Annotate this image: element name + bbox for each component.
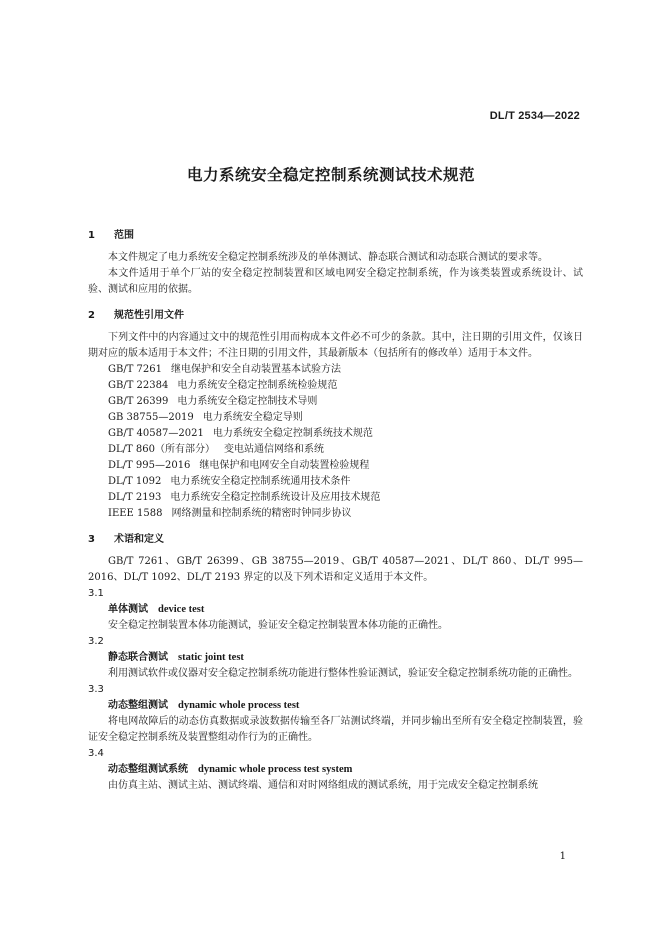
- section-title: 范围: [114, 230, 134, 241]
- term-entry: [88, 634, 583, 682]
- section-number: 2: [88, 310, 95, 321]
- reference-title: 电力系统安全稳定导则: [202, 412, 303, 423]
- reference-code: IEEE 1588: [108, 508, 163, 519]
- term-definition: 利用测试软件或仪器对安全稳定控制系统功能进行整体性验证测试，验证安全稳定控制系统功能的正确性。: [108, 668, 578, 679]
- term-chinese: 单体测试: [108, 604, 148, 615]
- reference-title: 继电保护和电网安全自动装置检验规程: [199, 460, 370, 471]
- section-heading-terms-definitions: [88, 532, 583, 548]
- section-title: 规范性引用文件: [114, 310, 184, 321]
- standard-code: DL/T 2534—2022: [489, 110, 580, 122]
- terms-intro: GB/T 7261、GB/T 26399、GB 38755—2019、GB/T 40587—2021、DL/T 860、DL/T 995—2016、DL/T 1092、DL/T 2193 界定的以及下列术语和定义适用于本文件。: [88, 556, 583, 583]
- reference-code: DL/T 860（所有部分）: [108, 444, 215, 455]
- reference-item: [88, 362, 583, 378]
- reference-title: 电力系统安全稳定控制技术导则: [177, 396, 318, 407]
- reference-code: DL/T 995—2016: [108, 460, 191, 471]
- term-definition: 安全稳定控制装置本体功能测试，验证安全稳定控制装置本体功能的正确性。: [108, 620, 448, 631]
- term-heading: [88, 650, 583, 666]
- reference-item: [88, 394, 583, 410]
- reference-title: 电力系统安全稳定控制系统技术规范: [212, 428, 373, 439]
- term-entry: [88, 746, 583, 794]
- document-body: [88, 222, 583, 794]
- term-entry: [88, 682, 583, 746]
- term-chinese: 动态整组测试系统: [108, 764, 188, 775]
- reference-code: GB/T 40587—2021: [108, 428, 204, 439]
- term-heading: [88, 698, 583, 714]
- reference-code: DL/T 2193: [108, 492, 162, 503]
- reference-item: [88, 378, 583, 394]
- reference-title: 电力系统安全稳定控制系统检验规范: [177, 380, 338, 391]
- term-number: 3.1: [88, 588, 104, 599]
- term-number: 3.2: [88, 636, 104, 647]
- term-english: device test: [158, 604, 205, 615]
- term-chinese: 静态联合测试: [108, 652, 168, 663]
- section-heading-normative-references: [88, 308, 583, 324]
- reference-title: 继电保护和安全自动装置基本试验方法: [171, 364, 342, 375]
- reference-code: GB/T 26399: [108, 396, 169, 407]
- section-heading-scope: [88, 228, 583, 244]
- reference-list: [88, 362, 583, 522]
- reference-item: [88, 474, 583, 490]
- reference-code: DL/T 1092: [108, 476, 162, 487]
- reference-item: [88, 442, 583, 458]
- term-heading: [88, 602, 583, 618]
- reference-item: [88, 426, 583, 442]
- reference-title: 网络测量和控制系统的精密时钟同步协议: [171, 508, 352, 519]
- term-english: static joint test: [178, 652, 244, 663]
- reference-title: 变电站通信网络和系统: [223, 444, 324, 455]
- references-intro: 下列文件中的内容通过文中的规范性引用而构成本文件必不可少的条款。其中，注日期的引用文件，仅该日期对应的版本适用于本文件；不注日期的引用文件，其最新版本（包括所有的修改单）适用于本文件。: [88, 332, 583, 359]
- scope-paragraph: 本文件规定了电力系统安全稳定控制系统涉及的单体测试、静态联合测试和动态联合测试的要求等。: [108, 252, 548, 263]
- reference-code: GB/T 7261: [108, 364, 163, 375]
- reference-item: [88, 490, 583, 506]
- section-number: 1: [88, 230, 95, 241]
- page-title: 电力系统安全稳定控制系统测试技术规范: [186, 166, 475, 184]
- scope-paragraph: 本文件适用于单个厂站的安全稳定控制装置和区域电网安全稳定控制系统，作为该类装置或系统设计、试验、测试和应用的依据。: [88, 268, 583, 295]
- reference-code: GB 38755—2019: [108, 412, 194, 423]
- section-title: 术语和定义: [114, 534, 164, 545]
- term-entry: [88, 586, 583, 634]
- page-number: 1: [559, 851, 566, 862]
- term-definition: 将电网故障后的动态仿真数据或录波数据传输至各厂站测试终端，并同步输出至所有安全稳定控制装置，验证安全稳定控制系统及装置整组动作行为的正确性。: [88, 716, 583, 743]
- reference-code: GB/T 22384: [108, 380, 169, 391]
- term-english: dynamic whole process test: [178, 700, 300, 711]
- reference-title: 电力系统安全稳定控制系统通用技术条件: [170, 476, 351, 487]
- term-number: 3.3: [88, 684, 104, 695]
- term-definition: 由仿真主站、测试主站、测试终端、通信和对时网络组成的测试系统，用于完成安全稳定控制系统: [108, 780, 538, 791]
- term-chinese: 动态整组测试: [108, 700, 168, 711]
- term-heading: [88, 762, 583, 778]
- reference-item: [88, 506, 583, 522]
- reference-item: [88, 458, 583, 474]
- reference-item: [88, 410, 583, 426]
- term-english: dynamic whole process test system: [198, 764, 353, 775]
- section-number: 3: [88, 534, 95, 545]
- reference-title: 电力系统安全稳定控制系统设计及应用技术规范: [170, 492, 381, 503]
- term-number: 3.4: [88, 748, 104, 759]
